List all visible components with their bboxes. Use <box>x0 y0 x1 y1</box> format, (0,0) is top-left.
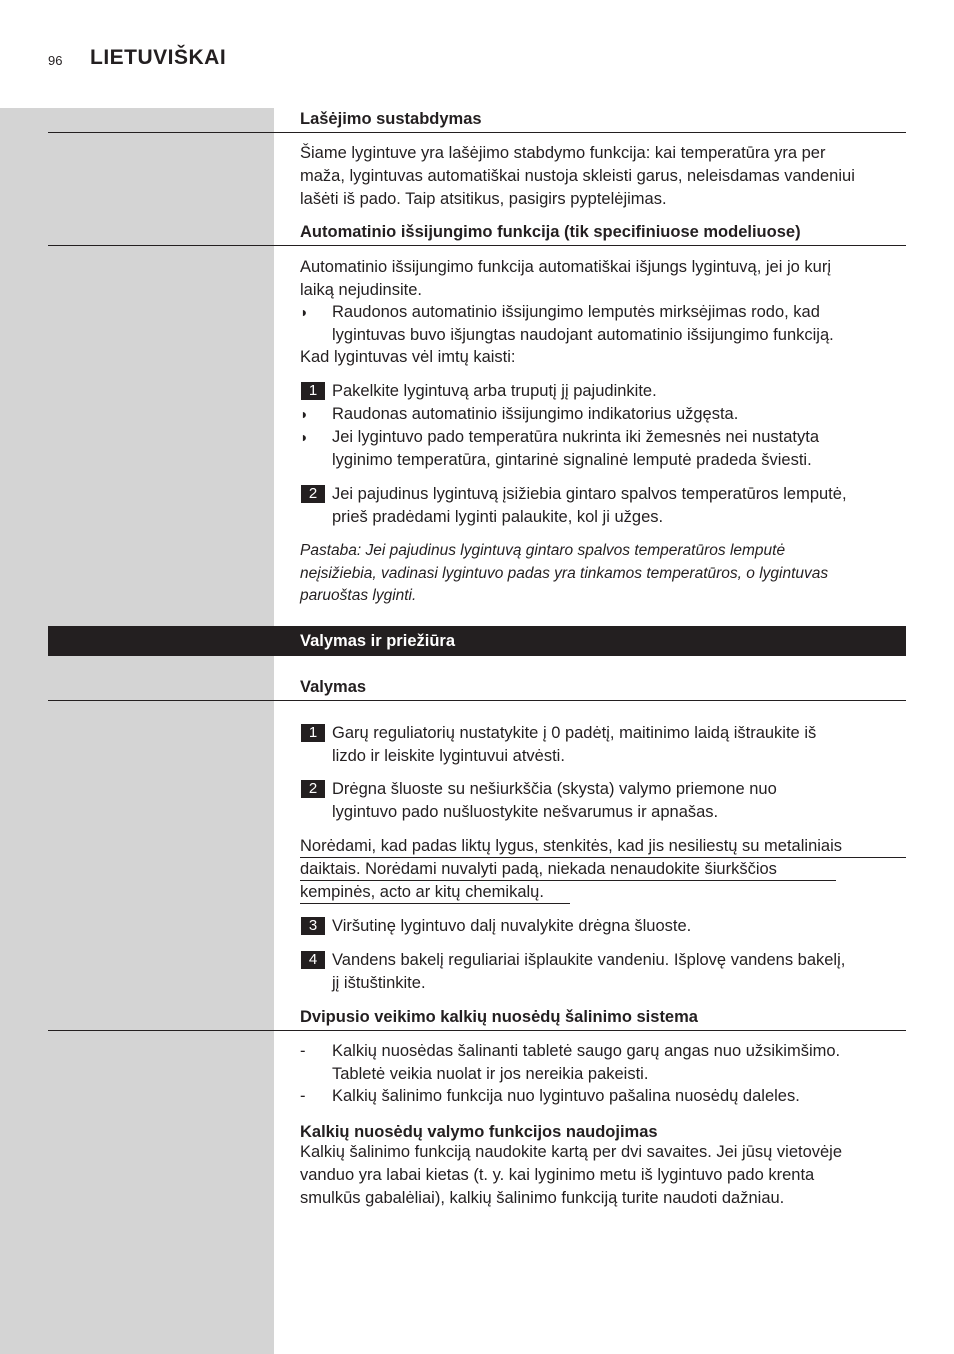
text-line: prieš pradėdami lyginti palaukite, kol ji užges. <box>332 508 664 526</box>
section-title-descale: Dvipusio veikimo kalkių nuosėdų šalinimo sistema <box>300 1008 698 1026</box>
text-line: Garų reguliatorių nustatykite į 0 padėtį, maitinimo laidą ištraukite iš <box>332 724 817 742</box>
section-rule <box>48 132 906 133</box>
text-line: lygintuvo pado nušluostykite nešvarumus ir apnašas. <box>332 803 719 821</box>
descale-body <box>300 1141 906 1210</box>
text-line: Jei lygintuvo pado temperatūra nukrinta iki žemesnės nei nustatyta <box>332 428 820 446</box>
step-number-badge: 1 <box>301 724 325 742</box>
auto-off-intro <box>300 256 906 302</box>
text-line: daiktais. Norėdami nuvalyti padą, niekada nenaudokite šiurkščios <box>300 860 777 878</box>
cleaning-step-1 <box>332 722 906 768</box>
bullet-icon: ◗ <box>300 406 309 422</box>
warning-underline <box>300 857 906 858</box>
section-title-auto-off: Automatinio išsijungimo funkcija (tik specifiniuose modeliuose) <box>300 223 801 241</box>
drip-stop-text <box>300 142 906 211</box>
section-rule <box>48 1030 906 1031</box>
section-rule <box>48 245 906 246</box>
auto-off-step-2 <box>332 483 906 529</box>
text-line: maža, lygintuvas automatiškai nustoja skleisti garus, neleisdamas vandeniui <box>300 167 855 185</box>
text-line: jį ištuštinkite. <box>332 974 426 992</box>
text-line: Pastaba: Jei pajudinus lygintuvą gintaro spalvos temperatūros lemputė <box>300 542 786 559</box>
text-line: Vandens bakelį reguliariai išplaukite vandeniu. Išplovę vandens bakelį, <box>332 951 846 969</box>
bullet-icon: ◗ <box>300 304 309 320</box>
cleaning-step-2 <box>332 778 906 824</box>
text-line: Automatinio išsijungimo funkcija automatiškai išjungs lygintuvą, jei jo kurį <box>300 258 831 276</box>
text-line: lygintuvas buvo išjungtas naudojant automatinio išsijungimo funkciją. <box>332 326 834 344</box>
warning-underline <box>300 880 836 881</box>
step-number-badge: 2 <box>301 780 325 798</box>
text-line: paruoštas lyginti. <box>300 587 417 604</box>
section-title-drip-stop: Lašėjimo sustabdymas <box>300 110 482 128</box>
page-number: 96 <box>48 53 63 68</box>
cleaning-warning <box>300 835 906 904</box>
text-line: Raudonos automatinio išsijungimo lemputės mirksėjimas rodo, kad <box>332 303 820 321</box>
auto-off-reheat: Kad lygintuvas vėl imtų kaisti: <box>300 348 516 366</box>
descale-dash-2: Kalkių šalinimo funkcija nuo lygintuvo pašalina nuosėdų daleles. <box>332 1087 800 1105</box>
cleaning-step-3: Viršutinę lygintuvo dalį nuvalykite drėgna šluoste. <box>332 917 692 935</box>
text-line: Šiame lygintuve yra lašėjimo stabdymo funkcija: kai temperatūra yra per <box>300 144 826 162</box>
descale-sub-title: Kalkių nuosėdų valymo funkcijos naudojimas <box>300 1123 658 1141</box>
descale-dash-1 <box>332 1040 906 1086</box>
text-line: lašėti iš pado. Taip atsitikus, pasigirs pyptelėjimas. <box>300 190 667 208</box>
auto-off-bullet-2: Raudonas automatinio išsijungimo indikatorius užgęsta. <box>332 405 739 423</box>
auto-off-note <box>300 540 906 608</box>
text-line: kempinės, acto ar kitų chemikalų. <box>300 883 544 901</box>
text-line: Tabletė veikia nuolat ir jos nereikia pakeisti. <box>332 1065 649 1083</box>
auto-off-bullet-3 <box>332 426 906 472</box>
text-line: smulkūs gabalėliai), kalkių šalinimo funkciją turite naudoti dažniau. <box>300 1189 785 1207</box>
text-line: laiką nejudinsite. <box>300 281 422 299</box>
text-line: lizdo ir leiskite lygintuvui atvėsti. <box>332 747 565 765</box>
text-line: Jei pajudinus lygintuvą įsižiebia gintaro spalvos temperatūros lemputė, <box>332 485 847 503</box>
auto-off-bullet-1 <box>332 301 906 347</box>
text-line: Drėgna šluoste su nešiurkščia (skysta) valymo priemone nuo <box>332 780 777 798</box>
chapter-bar <box>48 626 906 656</box>
text-line: Kalkių šalinimo funkciją naudokite kartą per dvi savaites. Jei jūsų vietovėje <box>300 1143 843 1161</box>
text-line: lyginimo temperatūra, gintarinė signalinė lemputė pradeda šviesti. <box>332 451 812 469</box>
chapter-title-cleaning: Valymas ir priežiūra <box>300 632 456 650</box>
step-number-badge: 1 <box>301 382 325 400</box>
warning-underline <box>300 903 570 904</box>
step-number-badge: 3 <box>301 917 325 935</box>
language-heading: LIETUVIŠKAI <box>90 46 227 69</box>
text-line: Kalkių nuosėdas šalinanti tabletė saugo garų angas nuo užsikimšimo. <box>332 1042 841 1060</box>
step-number-badge: 2 <box>301 485 325 503</box>
text-line: vanduo yra labai kietas (t. y. kai lyginimo metu iš lygintuvo pado krenta <box>300 1166 815 1184</box>
text-line: Norėdami, kad padas liktų lygus, stenkitės, kad jis nesiliestų su metaliniais <box>300 837 843 855</box>
auto-off-step-1: Pakelkite lygintuvą arba truputį jį pajudinkite. <box>332 382 657 400</box>
section-rule <box>48 700 906 701</box>
section-title-cleaning: Valymas <box>300 678 367 696</box>
bullet-icon: ◗ <box>300 429 309 445</box>
step-number-badge: 4 <box>301 951 325 969</box>
dash-marker: - <box>300 1042 306 1060</box>
cleaning-step-4 <box>332 949 906 995</box>
text-line: neįsižiebia, vadinasi lygintuvo padas yra tinkamos temperatūros, o lygintuvas <box>300 564 829 582</box>
grey-sidebar <box>0 108 274 1354</box>
dash-marker: - <box>300 1087 306 1105</box>
